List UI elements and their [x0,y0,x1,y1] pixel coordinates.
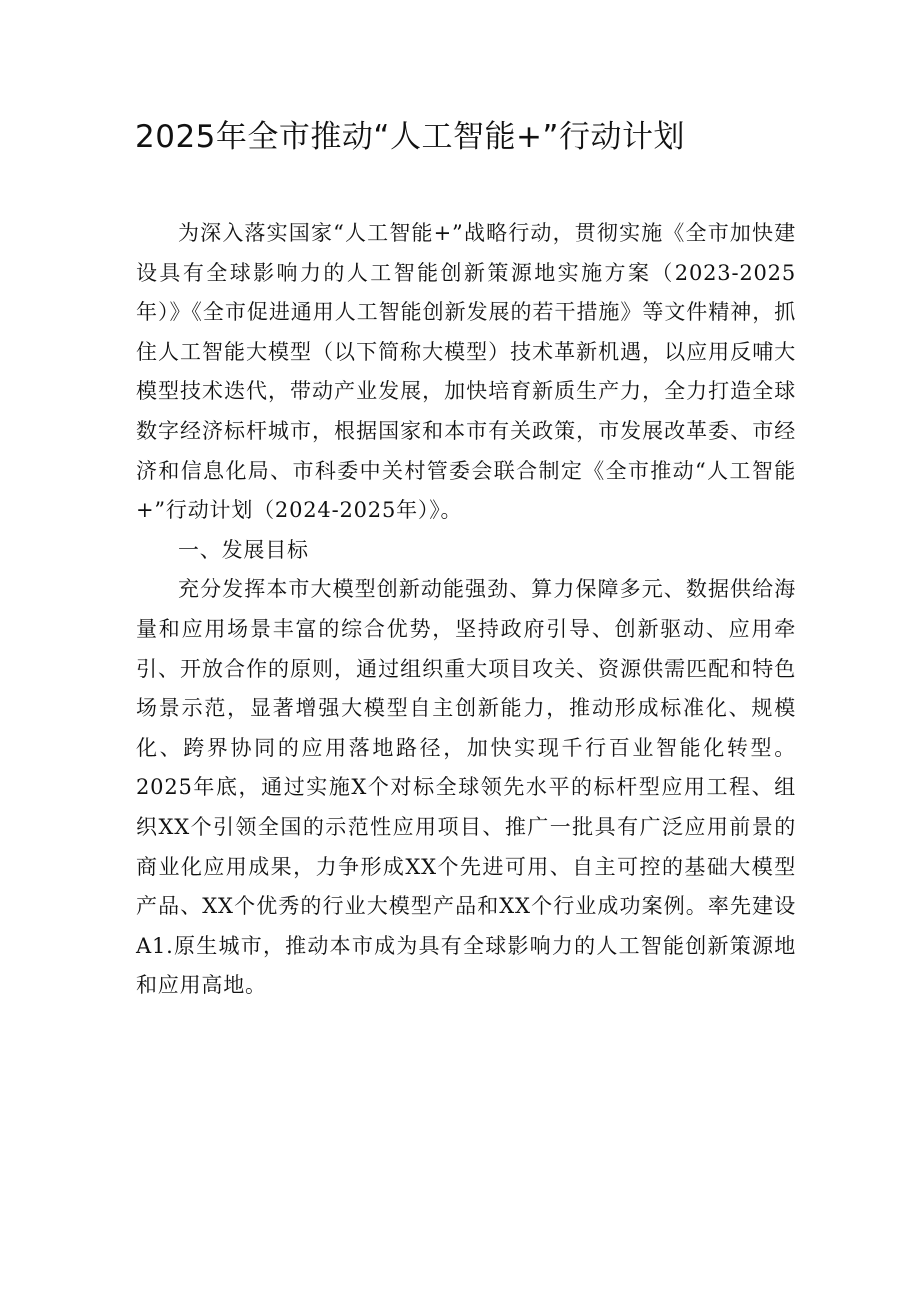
section-heading-development-goals: 一、发展目标 [178,537,309,562]
document-body [136,214,796,1006]
document-title: 2025年全市推动“人工智能+”行动计划 [135,119,685,155]
development-goals-paragraph: 充分发挥本市大模型创新动能强劲、算力保障多元、数据供给海量和应用场景丰富的综合优势，坚持政府引导、创新驱动、应用牵引、开放合作的原则，通过组织重大项目攻关、资源供需匹配和特色场景示范，显著增强大模型自主创新能力，推动形成标准化、规模化、跨界协同的应用落地路径，加快实现千行百业智能化转型。2025年底，通过实施X个对标全球领先水平的标杆型应用工程、组织XX个引领全国的示范性应用项目、推广一批具有广泛应用前景的商业化应用成果，力争形成XX个先进可用、自主可控的基础大模型产品、XX个优秀的行业大模型产品和XX个行业成功案例。率先建设A1.原生城市，推动本市成为具有全球影响力的人工智能创新策源地和应用高地。 [136,577,796,998]
intro-paragraph: 为深入落实国家“人工智能+”战略行动，贯彻实施《全市加快建设具有全球影响力的人工智能创新策源地实施方案（2023-2025年）》《全市促进通用人工智能创新发展的若干措施》等文件精神，抓住人工智能大模型（以下简称大模型）技术革新机遇，以应用反哺大模型技术迭代，带动产业发展，加快培育新质生产力，全力打造全球数字经济标杆城市，根据国家和本市有关政策，市发展改革委、市经济和信息化局、市科委中关村管委会联合制定《全市推动“人工智能+”行动计划（2024-2025年）》。 [136,221,796,523]
